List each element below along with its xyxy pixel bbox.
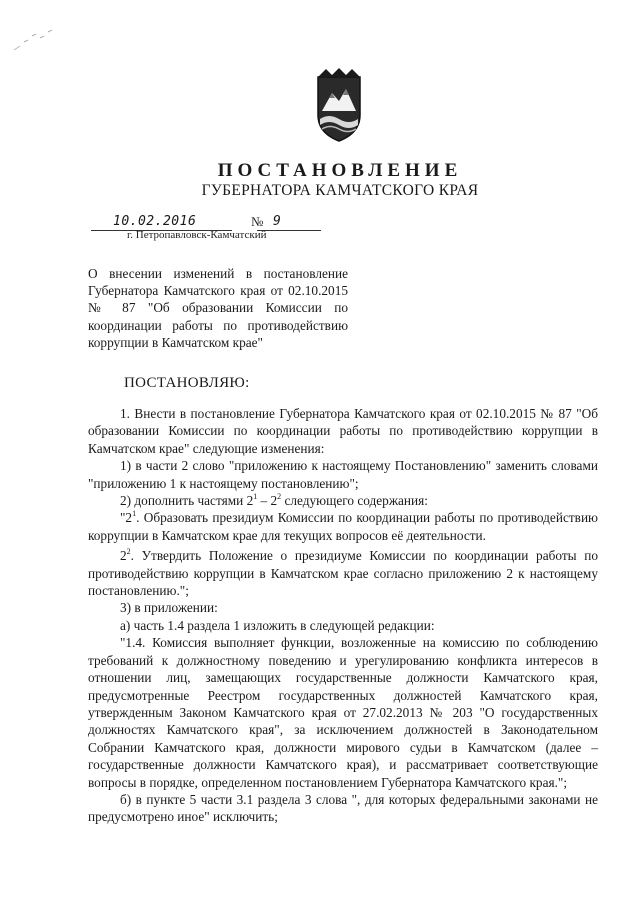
paragraph-4-text-a: "2: [120, 510, 133, 526]
paragraph-8: "1.4. Комиссия выполняет функции, возложенные на комиссию по соблюдению требований к должностному поведению и урегулированию конфликта интересов в отношении лиц, замещающих государственные должности Камчатского края, предусмотренные Реестром государственных должностей Камчатского края, утвержденным Законом Камчатского края от 27.02.2013 № 203 "О государственных должностях Камчатского края", за исключением должностей в Законодательном Собрании Камчатского края, должности мирового судьи в Камчатском (далее – государственные должности Камчатского края), и рассматривает соответствующие вопросы в порядке, определенном постановлением Губернатора Камчатского края.";: [88, 635, 598, 790]
city-label: г. Петропавловск-Камчатский: [127, 229, 267, 241]
superscript: 1: [132, 509, 137, 519]
scan-artifact-mark: [10, 28, 60, 58]
paragraph-3-text-c: следующего содержания:: [281, 493, 428, 509]
coat-of-arms-emblem-icon: [312, 67, 366, 143]
paragraph-3-text-b: – 2: [257, 493, 278, 509]
paragraph-5-text-a: 2: [120, 548, 127, 564]
paragraph-4: [88, 509, 598, 544]
document-number: 9: [273, 214, 281, 229]
paragraph-9: б) в пункте 5 части 3.1 раздела 3 слова ", для которых федеральными законами не предусмотрено иное" исключить;: [88, 791, 598, 825]
paragraph-3-text-a: 2) дополнить частями 2: [120, 493, 254, 509]
decree-heading: ПОСТАНОВЛЯЮ:: [124, 375, 250, 391]
paragraph-7: а) часть 1.4 раздела 1 изложить в следующей редакции:: [120, 617, 435, 633]
paragraph-5: [88, 547, 598, 599]
number-label: №: [251, 214, 264, 229]
document-subtitle: ГУБЕРНАТОРА КАМЧАТСКОГО КРАЯ: [201, 182, 479, 199]
document-subject: О внесении изменений в постановление Губернатора Камчатского края от 02.10.2015 № 87 "Об образовании Комиссии по координации работы по противодействию коррупции в Камчатском крае": [88, 266, 348, 350]
paragraph-5-text-b: . Утвердить Положение о президиуме Комиссии по координации работы по противодействию коррупции в Камчатском крае согласно приложению 2 к настоящему постановлению.";: [88, 548, 598, 599]
document-date: 10.02.2016: [113, 214, 197, 229]
paragraph-6: 3) в приложении:: [120, 600, 218, 616]
superscript: 1: [253, 491, 258, 501]
document-title: ПОСТАНОВЛЕНИЕ: [217, 160, 463, 181]
paragraph-2: 1) в части 2 слово "приложению к настоящему Постановлению" заменить словами "приложению 1 к настоящему постановлению";: [88, 458, 598, 491]
superscript: 2: [277, 491, 282, 501]
paragraph-4-text-b: . Образовать президиум Комиссии по координации работы по противодействию коррупции в Камчатском крае для текущих вопросов её деятельности.: [88, 510, 598, 543]
document-body: [88, 405, 598, 826]
superscript: 2: [126, 546, 131, 556]
paragraph-3: [88, 492, 598, 509]
paragraph-1: 1. Внести в постановление Губернатора Камчатского края от 02.10.2015 № 87 "Об образовании Комиссии по координации работы по противодействию коррупции в Камчатском крае" следующие изменения:: [88, 406, 598, 456]
number-underline: [257, 230, 321, 231]
